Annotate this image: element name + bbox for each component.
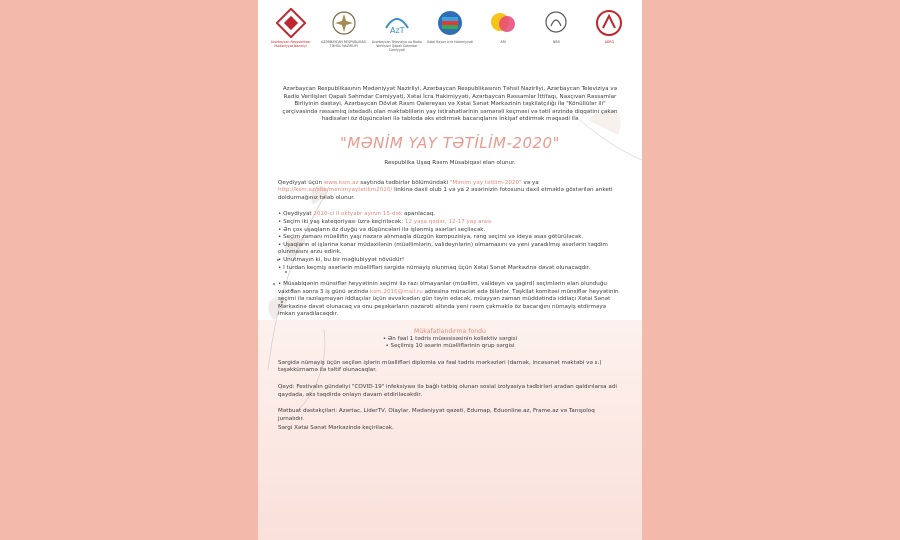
registration-text (278, 180, 622, 203)
announcement-body (278, 86, 622, 442)
logo-khatai-executive (424, 8, 476, 44)
tv-logo-icon (382, 8, 412, 38)
logo-adrq (583, 8, 635, 44)
jury-text: • Müsabiqənin münsiflər heyyətinin seçimi ilə razı olmayanlar (müəllim, valideyn və şagird) seçimlərin elan olunduğu vaxtdan sonra 3 iş günü ərzində ksm.2016@mail.ru adresinə müraciət edə bilərlər. Təşkilat komitəsi münsiflər heyyətinin seçimi ilə razılaşmayan iddiaçılar üçün əvvəlcədən gün təyin edəcək, müəyyən zaman müddətində iddiaçı Xətai Sənət Mərkəzinə dəvət olunacaq və onu peşəkarların nəzarəti altında yeni rəsm çəkməklə öz bacarığını nümayiş etdirməyə imkan yaradılacaqdır. (278, 281, 619, 318)
registration-url-link[interactable]: http://ksm.az/site/menimyaytetilim2020/ (278, 187, 393, 194)
flag-emblem-icon (435, 8, 465, 38)
contest-title: "MƏNİM YAY TƏTİLİM-2020" (340, 133, 560, 152)
site-link[interactable]: www.ksm.az (323, 179, 359, 186)
emblem-icon (329, 8, 359, 38)
list-item: • Ən çox uşaqların öz duyğu və düşüncələri ilə işlənmiş əsərləri seçiləcək. (278, 226, 486, 233)
poster (258, 0, 642, 540)
media-supporters-text: Mətbuat dəstəkçiləri: Azərtac, LiderTV, Olaylar, Mədəniyyət qəzeti, Edumap, Eduonline.az, Frame.az və Tanışoloq jurnalıdır. (278, 408, 595, 422)
logo-ministry-culture (265, 8, 317, 48)
ari-logo-icon (488, 8, 518, 38)
contest-subtitle: Respublika Uşaq Rəsm Müsabiqəsi elan olunur. (384, 159, 516, 166)
logo-caption: ADRQ (604, 40, 615, 44)
logo-caption: Xətai Rayon İcra Hakimiyyəti (426, 40, 474, 44)
registration-middle: saytında tədbirlər bölümündəki (358, 179, 450, 186)
list-item: • Uşaqların əl işlərinə kənar müdaxilənin (müəllimlərin, valideynlərin) olmamasını və yeni yaradılmış əsərlərin təqdim olunmasını arzu edirik. (278, 241, 608, 256)
list-item: • Unutmayın ki, bu bir məğlubiyyət növüdür! (278, 256, 405, 263)
registration-and: və ya (521, 179, 539, 186)
note-text: Qeyd: Festivalın gündəliyi "COVID-19" infeksiyası ilə bağlı tətbiq olunan sosial izolyasiya tədbirləri aradan qaldırılarsa adi qaydada, əks təqdirdə onlayn davam etdiriləcəkdir. (278, 384, 617, 398)
rules-list (278, 211, 622, 272)
logo-ministry-education (318, 8, 370, 48)
list-item: • I turdan keçmiş əsərlərin müəllifləri sərgidə nümayiş olunmaq üçün Xətai Sənət Mərkəzinə dəvət olunacaqdır. (278, 264, 591, 271)
list-item: • Seçim zamanı müəllifin yaşı nəzərə alınmaqla düzgün kompozisiya, rəng seçimi və ideya əsas götürüləcək. (278, 234, 584, 241)
svg-text:AzT: AzT (389, 26, 405, 35)
nrb-logo-icon (541, 8, 571, 38)
logo-artists-union (477, 8, 529, 44)
prize-fund-title: Mükafatlandırma fondu (414, 328, 486, 336)
logo-caption: NRB (552, 40, 560, 44)
diploma-text: Sərgidə nümayiş üçün seçilən işlərin müəllifləri diplomla və fəal tədris mərkəzləri (darnək, incəsənət məktəbi və s.) təşəkkürnamə ilə təltif olunacaqlar. (278, 359, 602, 374)
registration-quote: "Mənim yay tətilim-2020" (449, 179, 522, 186)
adrq-logo-icon (594, 8, 624, 38)
prize-item: • Ən fəal 1 tədris müəssisəsinin kollektiv sərgisi (382, 335, 518, 342)
logo-caption: Azərbaycan Televiziya və Radio Verilişləri Qapalı Səhmdar Cəmiyyəti (371, 40, 422, 52)
logo-tv-radio (371, 8, 423, 52)
registration-prefix: Qeydiyyat üçün (278, 179, 324, 186)
list-item: • Seçim iki yaş kateqoriyası üzrə keçiriləcək: 12 yaşa qədər, 12-17 yaş arası (278, 218, 492, 225)
logo-caption: Azərbaycan Respublikası Mədəniyyət Nazirliyi (270, 40, 311, 48)
logo-row (258, 0, 642, 78)
email-link[interactable]: ksm.2016@mail.ru (370, 288, 423, 295)
logo-caption: AZƏRBAYCAN RESPUBLİKASI TƏHSİL NAZİRLİYİ (321, 40, 367, 48)
logo-caption: ARİ (500, 40, 506, 44)
ornament-icon (276, 8, 306, 38)
intro-text: Azərbaycan Respublikasının Mədəniyyət Nazirliyi, Azərbaycan Respublikasının Təhsil Nazirliyi, Azərbaycan Televiziya və Radio Verilişləri Qapalı Səhmdar Cəmiyyəti, Xətai İcra Hakimiyyəti, Azərbaycan Rəssamlar İttifaqı, Naxçıvan Rəssamlar Birliyinin dəstəyi, Azərbaycan Dövlət Rəsm Qalereyası və Xətai Sənət Mərkəzinin təşkilatçılığı ilə "Könüllülər ili" çərçivəsində rəssamlıq istedadlı olan məktəblilərin yay istirahətlərinin səmərəli keçməsi və tətil ərzində diqqətini çəkən hadisələri öz düşüncələri ilə tabloda əks etdirmək bacarıqlarını inkişaf etdirmək məqsədi ilə (282, 86, 618, 123)
logo-nrb (530, 8, 582, 44)
prize-item: • Seçilmiş 10 əsərin müəlliflərinin qrup sərgisi (385, 343, 515, 350)
list-item: • Qeydiyyat 2020-ci il oktyabr ayının 15-dək aparılacaq. (278, 211, 436, 218)
registration-suffix: linkinə daxil olub 1 və ya 2 əsərinizin fotosunu daxil etməklə göstərilən anketi doldurmağınız tələb olunur. (278, 187, 613, 201)
footer-text: Sərgi Xətai Sənət Mərkəzində keçiriləcək. (278, 425, 394, 432)
